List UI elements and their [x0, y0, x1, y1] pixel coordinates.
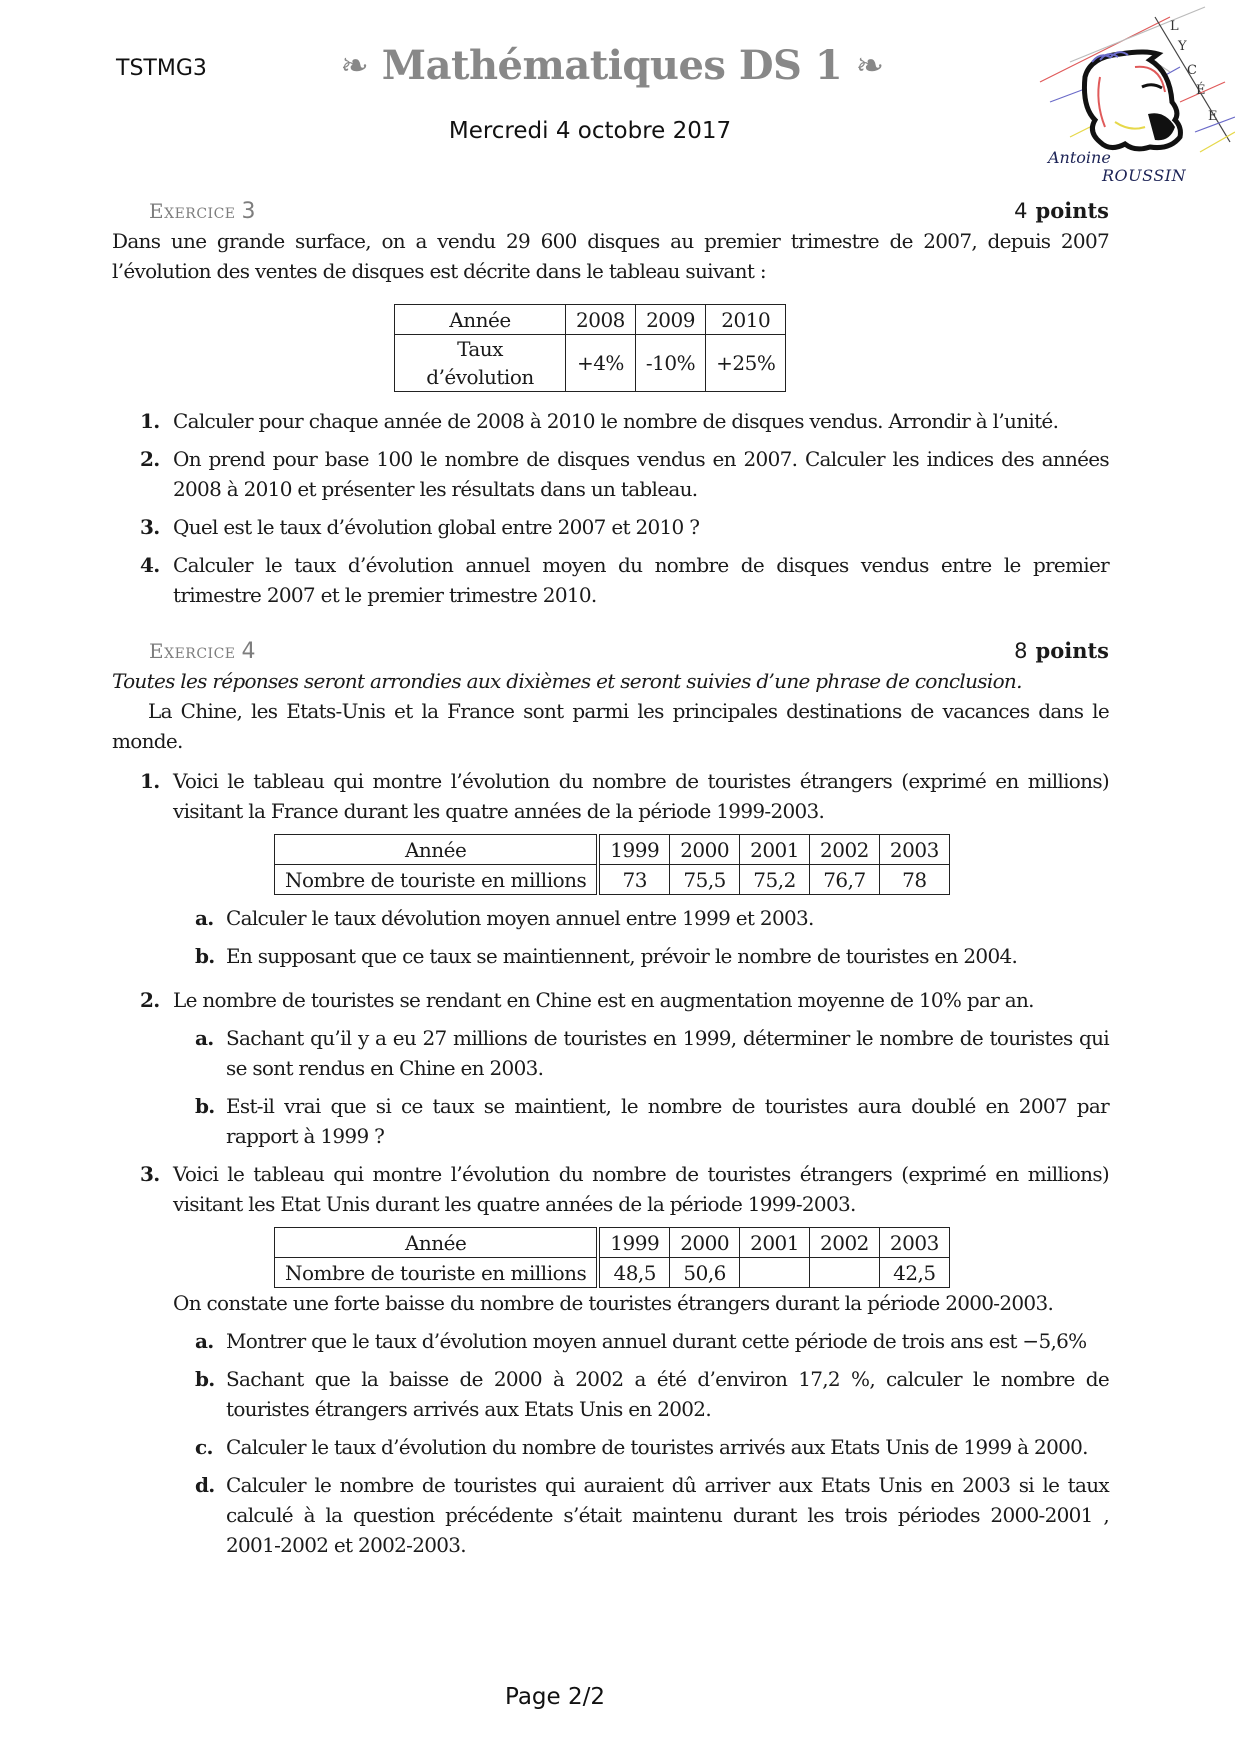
table-cell: 2003	[879, 835, 949, 865]
table-cell: 76,7	[810, 865, 880, 895]
table-cell: 2010	[706, 305, 786, 335]
page-title	[322, 42, 902, 89]
france-tourists-table	[274, 834, 950, 895]
table-row	[275, 835, 950, 865]
table-header-cell: Taux d’évolution	[395, 335, 566, 392]
table-cell: -10%	[635, 335, 705, 392]
subquestion-item: a. Calculer le taux dévolution moyen annuel entre 1999 et 2003.	[195, 906, 814, 930]
exercise-4-title: Exercice 4	[149, 639, 257, 664]
table-cell: 1999	[598, 1228, 669, 1258]
exercise-3-intro: Dans une grande surface, on a vendu 29 600 disques au premier trimestre de 2007, depuis 2007 l’évolution des ventes de disques est décrite dans le tableau suivant :	[112, 229, 1109, 283]
table-header-cell: Nombre de touriste en millions	[275, 1258, 599, 1288]
exercise-4-instruction: Toutes les réponses seront arrondies aux dixièmes et seront suivies d’une phrase de conclusion.	[112, 669, 1022, 693]
table-cell: 48,5	[598, 1258, 669, 1288]
svg-text:L: L	[1170, 19, 1179, 34]
main-content	[112, 196, 1109, 1560]
table-cell: 78	[879, 865, 949, 895]
fleuron-left-icon: ❧	[340, 46, 369, 86]
exam-date: Mercredi 4 octobre 2017	[448, 118, 732, 144]
table-header-cell: Année	[275, 835, 599, 865]
exercise-3-questions	[112, 406, 1109, 610]
subquestion-item: b. Est-il vrai que si ce taux se maintient, le nombre de touristes aura doublé en 2007 par rapport à 1999 ?	[195, 1094, 1109, 1148]
table-cell: 2008	[566, 305, 636, 335]
table-cell: 50,6	[670, 1258, 740, 1288]
table-cell: 2000	[670, 835, 740, 865]
question-3-subparts	[173, 1326, 1109, 1560]
table-cell: 2009	[635, 305, 705, 335]
question-2-subparts	[173, 1023, 1109, 1151]
table-cell: 2002	[810, 1228, 880, 1258]
logo-text-first-name: Antoine	[1048, 148, 1111, 167]
subquestion-item: b. En supposant que ce taux se maintiennent, prévoir le nombre de touristes en 2004.	[195, 944, 1018, 968]
sales-rate-table	[394, 304, 786, 392]
svg-text:É: É	[1196, 83, 1206, 98]
table-cell: +25%	[706, 335, 786, 392]
subquestion-item: c. Calculer le taux d’évolution du nombre de touristes arrivés aux Etats Unis de 1999 à 2000.	[195, 1435, 1088, 1459]
logo-text-last-name: ROUSSIN	[1102, 166, 1187, 185]
table-cell: 75,2	[740, 865, 810, 895]
question-item: 1. Calculer pour chaque année de 2008 à 2010 le nombre de disques vendus. Arrondir à l’unité.	[140, 409, 1059, 433]
question-1-subparts	[173, 903, 1109, 971]
table-cell: 1999	[598, 835, 669, 865]
question-item: 4. Calculer le taux d’évolution annuel moyen du nombre de disques vendus entre le premier trimestre 2007 et le premier trimestre 2010.	[140, 553, 1109, 607]
exercise-3-points: 4 points	[1014, 198, 1109, 223]
table-cell: 2002	[810, 835, 880, 865]
table-row	[395, 335, 786, 392]
table-row	[395, 305, 786, 335]
svg-text:C: C	[1187, 63, 1197, 78]
page-number: Page 2/2	[504, 1684, 605, 1710]
svg-text:Y: Y	[1178, 39, 1187, 54]
exercise-4-intro: La Chine, les Etats-Unis et la France sont parmi les principales destinations de vacances dans le monde.	[112, 699, 1109, 753]
table-header-cell: Année	[395, 305, 566, 335]
table-cell: 2001	[740, 835, 810, 865]
table-cell-empty	[810, 1258, 880, 1288]
table-header-cell: Année	[275, 1228, 599, 1258]
table-cell: 2003	[879, 1228, 949, 1258]
question-item: 3. Quel est le taux d’évolution global entre 2007 et 2010 ?	[140, 515, 700, 539]
exercise-4-questions	[112, 766, 1109, 1560]
exercise-3-header	[112, 196, 1109, 226]
table-header-cell: Nombre de touriste en millions	[275, 865, 599, 895]
table-cell: 2001	[740, 1228, 810, 1258]
table-cell: 2000	[670, 1228, 740, 1258]
title-text: Mathématiques DS 1	[381, 42, 843, 89]
table-row	[275, 1258, 950, 1288]
table-cell: +4%	[566, 335, 636, 392]
table-cell-empty	[740, 1258, 810, 1288]
usa-tourists-table	[274, 1227, 950, 1288]
subquestion-item: d. Calculer le nombre de touristes qui auraient dû arriver aux Etats Unis en 2003 si le taux calculé à la question précédente s’était maintenu durant les trois périodes 2000-2001 , 2001-2002 et 2002-2003.	[195, 1473, 1109, 1557]
fleuron-right-icon: ❧	[855, 46, 884, 86]
table-cell: 73	[598, 865, 669, 895]
class-label: TSTMG3	[116, 56, 207, 81]
question-item: 2. On prend pour base 100 le nombre de disques vendus en 2007. Calculer les indices des années 2008 à 2010 et présenter les résultats dans un tableau.	[140, 447, 1109, 501]
svg-text:E: E	[1208, 109, 1218, 124]
exercise-3-title: Exercice 3	[149, 199, 257, 224]
question-item: 3. Voici le tableau qui montre l’évolution du nombre de touristes étrangers (exprimé en millions) visitant les Etat Unis durant les quatre années de la période 1999-2003. Année 1999 2000 2001 2002 2003 Nombre de touriste en millions 48,5 50,6 42,5 On constate une forte baisse du nombre de touristes étrangers durant la période 2000-2003. a. Montrer que le taux d’évolution moyen annuel durant cette période de trois ans est −5,6% b. Sachant que la baisse de 2000 à 2002 a été d’environ 17,2 %, calculer le nombre de touristes étrangers arrivés aux Etats Unis en 2002. c. Calculer le taux d’évolution du nombre de touristes arrivés aux Etats Unis de 1999 à 2000. d. Calculer le nombre de touristes qui auraient dû arriver aux Etats Unis en 2003 si le taux calculé à la question précédente s’était maintenu durant les trois périodes 2000-2001 , 2001-2002 et 2002-2003.	[112, 1159, 1109, 1560]
question-3-observation: On constate une forte baisse du nombre de touristes étrangers durant la période 2000-2003.	[173, 1291, 1054, 1315]
question-item: 2. Le nombre de touristes se rendant en Chine est en augmentation moyenne de 10% par an. a. Sachant qu’il y a eu 27 millions de touristes en 1999, déterminer le nombre de touristes qui se sont rendus en Chine en 2003. b. Est-il vrai que si ce taux se maintient, le nombre de touristes aura doublé en 2007 par rapport à 1999 ?	[112, 985, 1109, 1151]
table-cell: 75,5	[670, 865, 740, 895]
subquestion-item: a. Montrer que le taux d’évolution moyen annuel durant cette période de trois ans est −5,6%	[195, 1329, 1087, 1353]
table-cell: 42,5	[879, 1258, 949, 1288]
table-row	[275, 865, 950, 895]
subquestion-item: a. Sachant qu’il y a eu 27 millions de touristes en 1999, déterminer le nombre de touristes qui se sont rendus en Chine en 2003.	[195, 1026, 1109, 1080]
exercise-4-header	[112, 636, 1109, 666]
question-item: 1. Voici le tableau qui montre l’évolution du nombre de touristes étrangers (exprimé en millions) visitant la France durant les quatre années de la période 1999-2003. Année 1999 2000 2001 2002 2003 Nombre de touriste en millions 73 75,5 75,2 76,7 78 a. Calculer le taux dévolution moyen annuel entre 1999 et 2003. b. En supposant que ce taux se maintiennent, prévoir le nombre de touristes en 2004.	[112, 766, 1109, 971]
table-row	[275, 1228, 950, 1258]
subquestion-item: b. Sachant que la baisse de 2000 à 2002 a été d’environ 17,2 %, calculer le nombre de touristes étrangers arrivés aux Etats Unis en 2002.	[195, 1367, 1109, 1421]
exercise-4-points: 8 points	[1014, 638, 1109, 663]
